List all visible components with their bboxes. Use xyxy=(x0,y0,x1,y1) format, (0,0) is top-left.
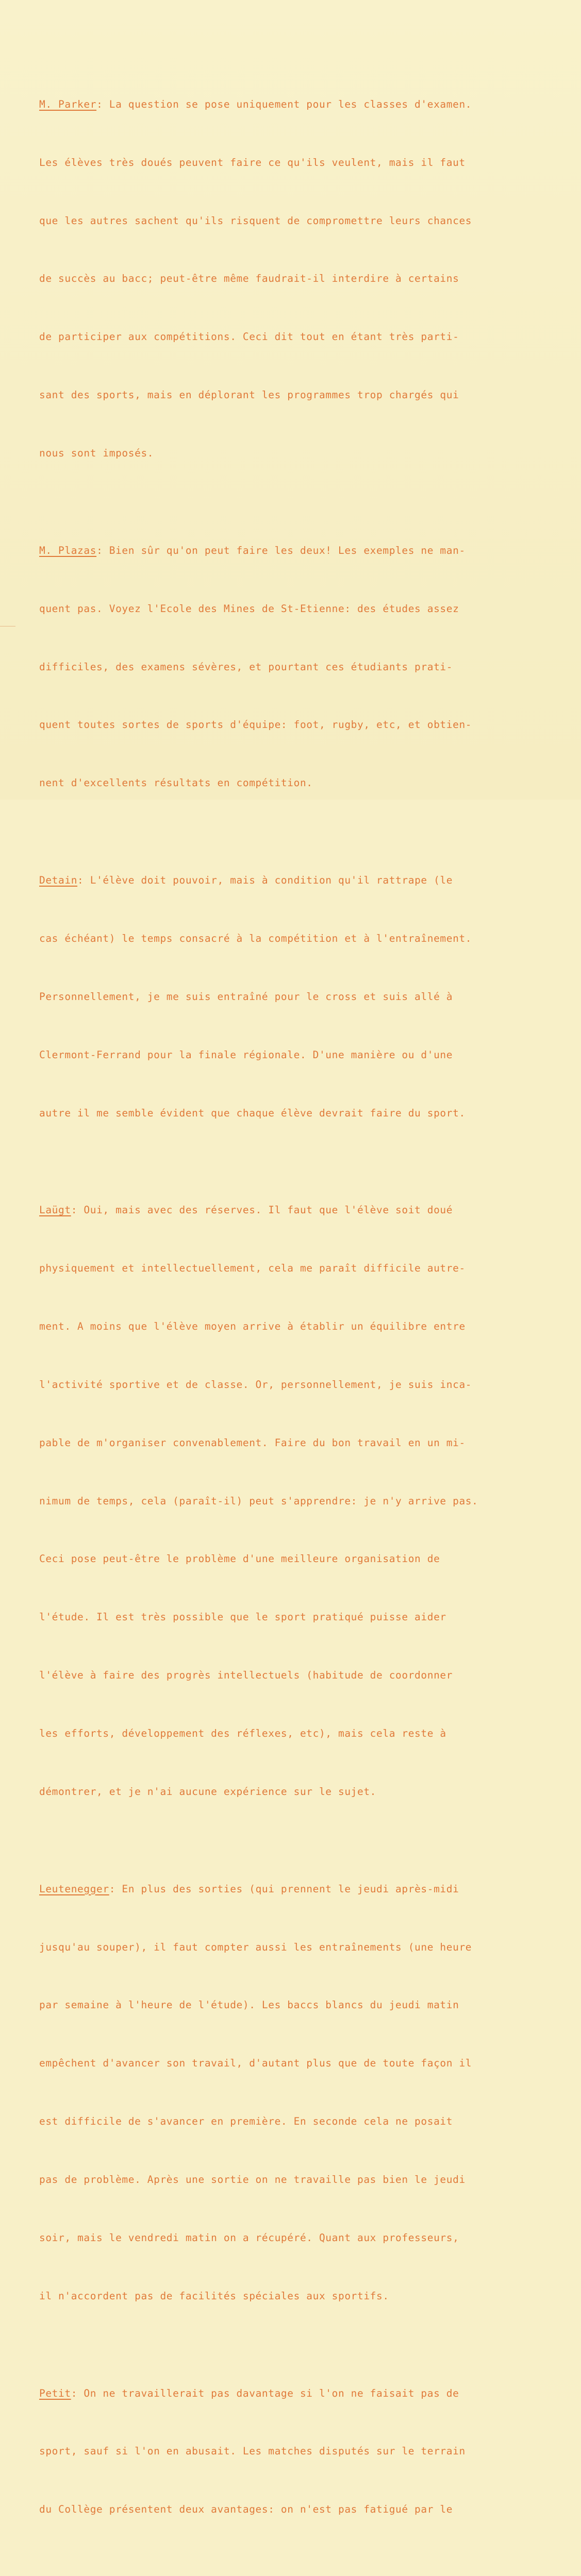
text-line: empêchent d'avancer son travail, d'autant plus que de toute façon il xyxy=(39,2057,472,2070)
text-line: Personnellement, je me suis entraîné pour le cross et suis allé à xyxy=(39,990,453,1003)
line-text: : Oui, mais avec des réserves. Il faut que l'élève soit doué xyxy=(71,1204,453,1216)
text-line xyxy=(39,1879,575,1899)
text-line: nimum de temps, cela (paraît-il) peut s'apprendre: je n'y arrive pas. xyxy=(39,1495,478,1507)
text-line: quent toutes sortes de sports d'équipe: foot, rugby, etc, et obtien- xyxy=(39,719,472,731)
speaker-name: Laügt xyxy=(39,1204,71,1216)
text-line: jusqu'au souper), il faut compter aussi les entraînements (une heure xyxy=(39,1941,472,1953)
text-line: l'activité sportive et de classe. Or, personnellement, je suis inca- xyxy=(39,1378,472,1391)
text-line xyxy=(39,95,575,114)
text-line: autre il me semble évident que chaque élève devrait faire du sport. xyxy=(39,1107,466,1119)
text-line xyxy=(39,541,575,561)
text-line: pas de problème. Après une sortie on ne travaille pas bien le jeudi xyxy=(39,2174,466,2186)
text-line xyxy=(39,1200,575,1220)
speaker-name: M. Parker xyxy=(39,98,97,110)
line-text: : La question se pose uniquement pour les classes d'examen. xyxy=(96,98,472,110)
text-line: que les autres sachent qu'ils risquent de compromettre leurs chances xyxy=(39,214,472,227)
text-line: il n'accordent pas de facilités spéciales aux sportifs. xyxy=(39,2290,389,2302)
text-line: par semaine à l'heure de l'étude). Les baccs blancs du jeudi matin xyxy=(39,1999,459,2011)
text-line: de participer aux compétitions. Ceci dit tout en étant très parti- xyxy=(39,331,459,343)
text-line: sant des sports, mais en déplorant les programmes trop chargés qui xyxy=(39,389,459,401)
text-line: physiquement et intellectuellement, cela me paraît difficile autre- xyxy=(39,1262,466,1274)
text-line: Ceci pose peut-être le problème d'une meilleure organisation de xyxy=(39,1553,440,1565)
line-text: : En plus des sorties (qui prennent le jeudi après-midi xyxy=(109,1883,459,1895)
speaker-name: Leutenegger xyxy=(39,1883,109,1895)
text-line: de succès au bacc; peut-être même faudrait-il interdire à certains xyxy=(39,273,459,285)
text-line: quent pas. Voyez l'Ecole des Mines de St-Etienne: des études assez xyxy=(39,602,459,615)
line-text: : L'élève doit pouvoir, mais à condition qu'il rattrape (le xyxy=(77,874,453,886)
text-line: démontrer, et je n'ai aucune expérience sur le sujet. xyxy=(39,1786,377,1798)
text-line: pable de m'organiser convenablement. Faire du bon travail en un mi- xyxy=(39,1436,466,1449)
text-line: soir, mais le vendredi matin on a récupéré. Quant aux professeurs, xyxy=(39,2232,459,2244)
text-line: Clermont-Ferrand pour la finale régionale. D'une manière ou d'une xyxy=(39,1048,453,1061)
speaker-name: Petit xyxy=(39,2387,71,2399)
text-line: est difficile de s'avancer en première. En seconde cela ne posait xyxy=(39,2115,453,2128)
speaker-name: M. Plazas xyxy=(39,544,97,556)
text-line: cas échéant) le temps consacré à la compétition et à l'entraînement. xyxy=(39,932,472,944)
text-line: l'étude. Il est très possible que le sport pratiqué puisse aider xyxy=(39,1611,446,1623)
text-line: du Collège présentent deux avantages: on n'est pas fatigué par le xyxy=(39,2503,453,2516)
speaker-name: Detain xyxy=(39,874,78,886)
text-line xyxy=(39,871,575,890)
text-line: Les élèves très doués peuvent faire ce qu'ils veulent, mais il faut xyxy=(39,156,466,168)
text-line: l'élève à faire des progrès intellectuels (habitude de coordonner xyxy=(39,1669,453,1682)
text-line: les efforts, développement des réflexes, etc), mais cela reste à xyxy=(39,1727,446,1740)
text-line: nous sont imposés. xyxy=(39,447,154,460)
line-text: : On ne travaillerait pas davantage si l'on ne faisait pas de xyxy=(71,2387,459,2399)
text-line xyxy=(39,2384,575,2403)
typed-text xyxy=(39,17,575,2576)
text-line: nent d'excellents résultats en compétition. xyxy=(39,777,313,789)
text-line: difficiles, des examens sévères, et pourtant ces étudiants prati- xyxy=(39,660,453,673)
text-line: ment. A moins que l'élève moyen arrive à établir un équilibre entre xyxy=(39,1320,466,1332)
text-line: sport, sauf si l'on en abusait. Les matches disputés sur le terrain xyxy=(39,2445,466,2458)
line-text: : Bien sûr qu'on peut faire les deux! Les exemples ne man- xyxy=(96,544,466,556)
